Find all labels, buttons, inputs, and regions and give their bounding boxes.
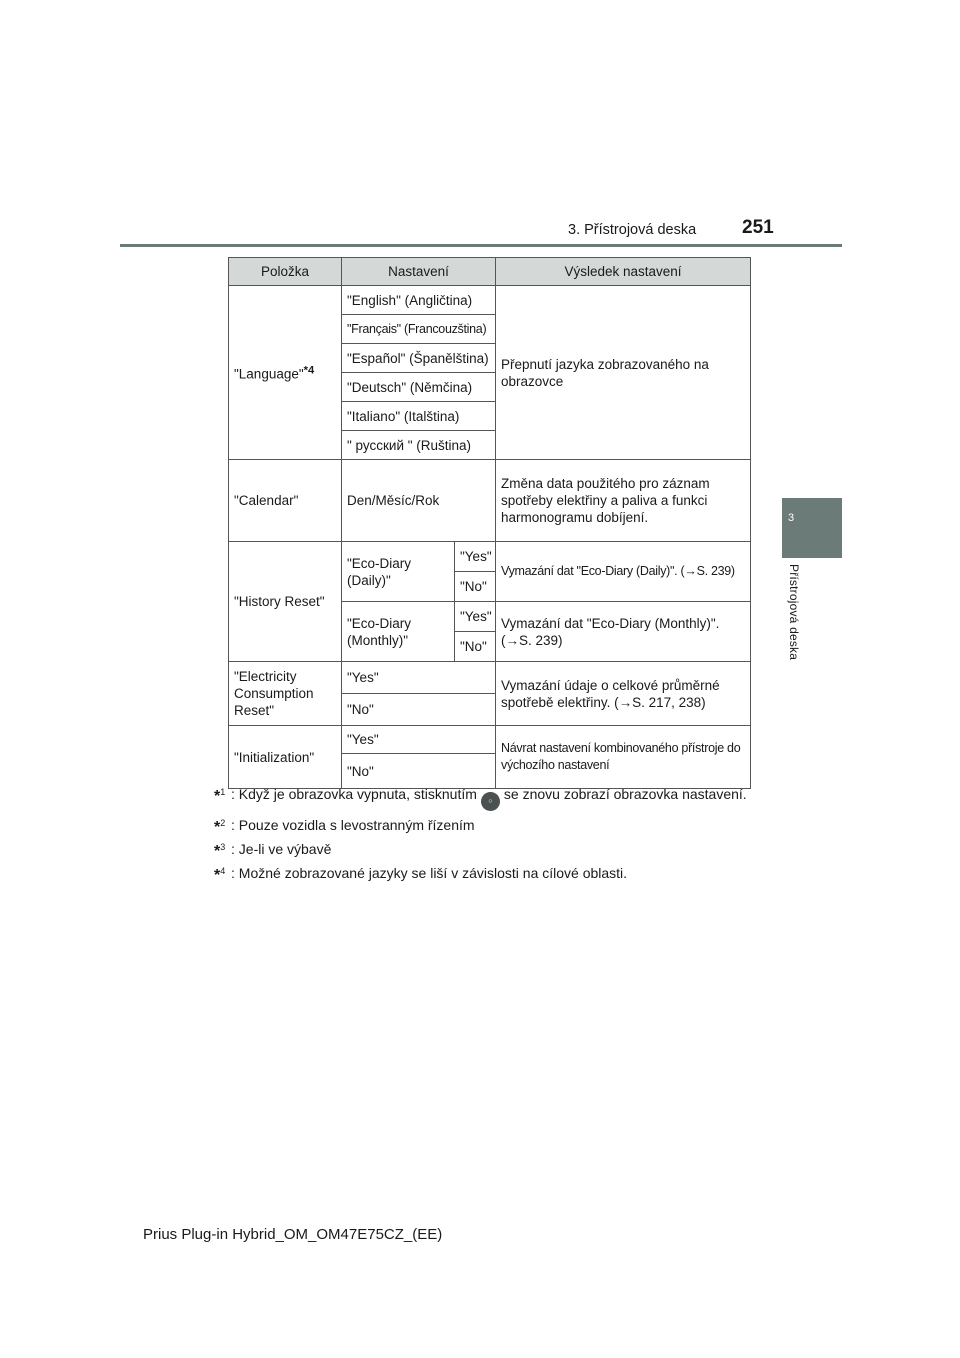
electricity-reset-item: "Electricity Consumption Reset" [229, 662, 342, 726]
footnote-3 [214, 840, 754, 859]
footnotes [214, 785, 754, 888]
footnote-1 [214, 785, 754, 811]
monthly-result: Vymazání dat "Eco-Diary (Monthly)". (→S. 239) [496, 602, 751, 662]
calendar-result: Změna data použitého pro záznam spotřeby elektřiny a paliva a funkci harmonogramu dobíjení. [496, 460, 751, 542]
history-reset-item: "History Reset" [229, 542, 342, 662]
table-row [229, 726, 751, 754]
language-option: "Italiano" (Italština) [342, 402, 496, 431]
monthly-no: "No" [455, 632, 496, 662]
chapter-tab [782, 498, 842, 558]
footnote-text: : Je-li ve výbavě [231, 841, 332, 857]
eco-diary-daily-label: "Eco-Diary (Daily)" [342, 542, 455, 602]
footnote-asterisk: * [214, 788, 221, 805]
footnote-number: 2 [220, 818, 226, 828]
footnote-asterisk: * [214, 843, 221, 860]
electricity-no: "No" [342, 694, 496, 726]
language-item-label: "Language" [234, 366, 304, 382]
footnote-text-continued: se znovu zobrazí obrazovka nastavení. [503, 786, 747, 802]
daily-no: "No" [455, 572, 496, 602]
header-divider [120, 244, 842, 247]
settings-table [228, 257, 751, 789]
document-id: Prius Plug-in Hybrid_OM_OM47E75CZ_(EE) [143, 1226, 443, 1243]
initialization-item: "Initialization" [229, 726, 342, 789]
eco-diary-monthly-label: "Eco-Diary (Monthly)" [342, 602, 455, 662]
column-header-item: Položka [229, 258, 342, 286]
language-option: "English" (Angličtina) [342, 286, 496, 315]
language-option: "Deutsch" (Němčina) [342, 373, 496, 402]
footnote-4 [214, 864, 754, 883]
footnote-marker [214, 838, 225, 861]
language-item-cell [229, 286, 342, 460]
footnote-text: : Pouze vozidla s levostranným řízením [231, 817, 475, 833]
table-row [229, 542, 751, 572]
display-button-icon: ○ [481, 792, 500, 811]
chapter-title: Přístrojová deska [787, 564, 801, 661]
footnote-2 [214, 816, 754, 835]
daily-yes: "Yes" [455, 542, 496, 572]
footnote-number: 1 [220, 787, 226, 797]
footnote-marker [214, 814, 225, 837]
language-result: Přepnutí jazyka zobrazovaného na obrazovce [496, 286, 751, 460]
table-row [229, 662, 751, 694]
column-header-result: Výsledek nastavení [496, 258, 751, 286]
calendar-setting: Den/Měsíc/Rok [342, 460, 496, 542]
column-header-setting: Nastavení [342, 258, 496, 286]
page-number: 251 [742, 217, 774, 238]
daily-result: Vymazání dat "Eco-Diary (Daily)". (→S. 239) [496, 542, 751, 602]
initialization-yes: "Yes" [342, 726, 496, 754]
footnote-text: : Když je obrazovka vypnuta, stisknutím [231, 786, 477, 802]
footnote-asterisk: * [214, 867, 221, 884]
table-row [229, 460, 751, 542]
language-option: "Español" (Španělština) [342, 344, 496, 373]
footnote-marker [214, 783, 225, 806]
footnote-marker [214, 862, 225, 885]
chapter-number: 3 [787, 512, 795, 524]
initialization-no: "No" [342, 754, 496, 789]
section-title: 3. Přístrojová deska [568, 222, 697, 238]
language-option: "Français" (Francouzština) [342, 315, 496, 344]
initialization-result: Návrat nastavení kombinovaného přístroje do výchozího nastavení [496, 726, 751, 789]
language-footnote-ref: *4 [303, 364, 315, 377]
footnote-text: : Možné zobrazované jazyky se liší v závislosti na cílové oblasti. [231, 865, 628, 881]
table-row [229, 286, 751, 315]
footnote-number: 3 [220, 842, 226, 852]
language-option: " русский " (Ruština) [342, 431, 496, 460]
footnote-number: 4 [220, 866, 226, 876]
electricity-result: Vymazání údaje o celkové průměrné spotřebě elektřiny. (→S. 217, 238) [496, 662, 751, 726]
table-header-row [229, 258, 751, 286]
calendar-item: "Calendar" [229, 460, 342, 542]
monthly-yes: "Yes" [455, 602, 496, 632]
footnote-asterisk: * [214, 819, 221, 836]
electricity-yes: "Yes" [342, 662, 496, 694]
